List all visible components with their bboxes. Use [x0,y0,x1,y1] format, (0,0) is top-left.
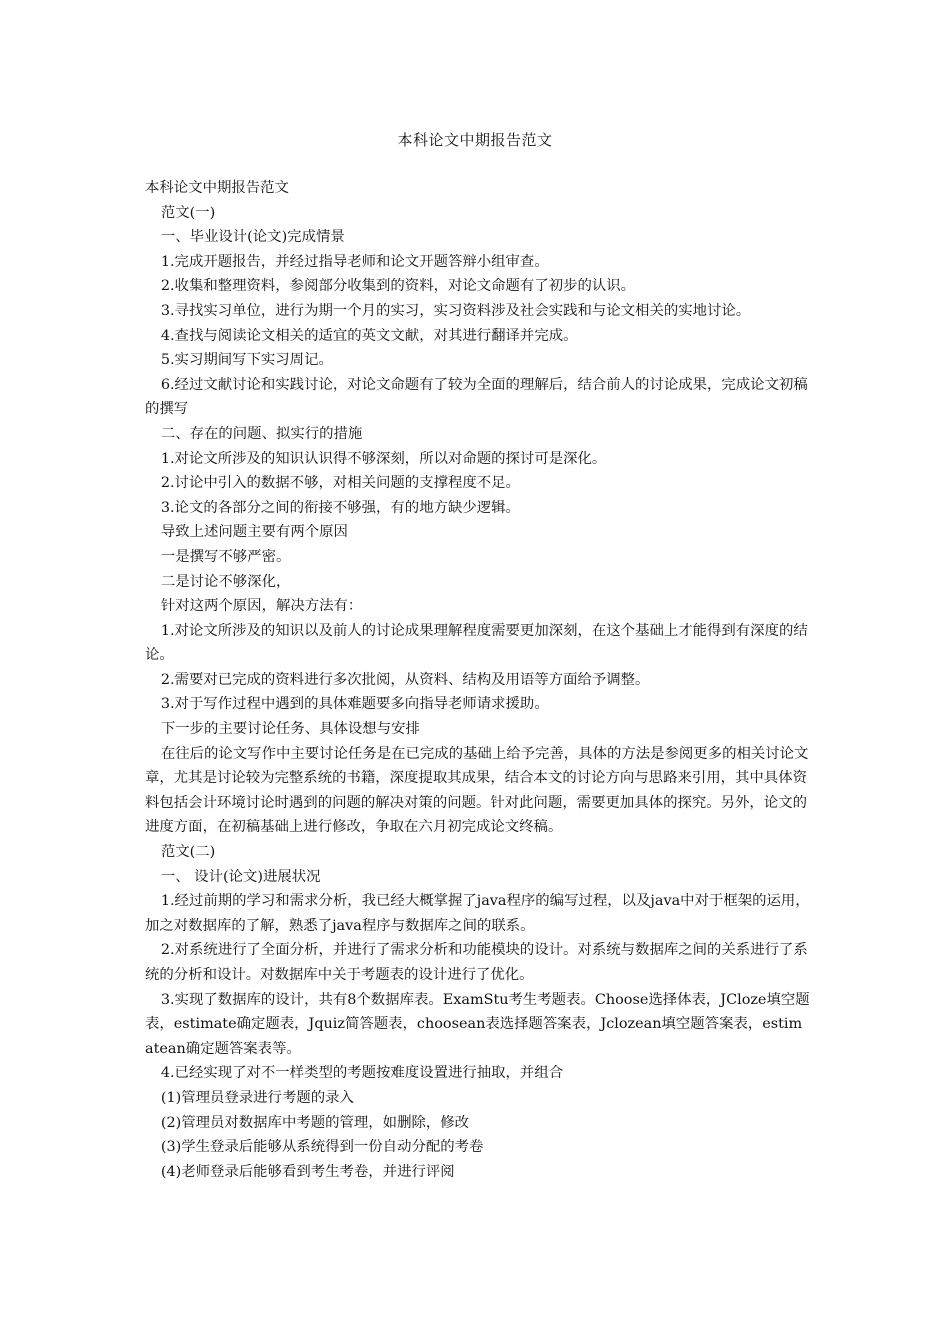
paragraph: 1.经过前期的学习和需求分析，我已经大概掌握了java程序的编写过程，以及java中对于框架的运用，加之对数据库的了解，熟悉了java程序与数据库之间的联系。 [145,893,810,934]
paragraph: 在往后的论文写作中主要讨论任务是在已完成的基础上给予完善，具体的方法是参阅更多的相关讨论文章，尤其是讨论较为完整系统的书籍，深度提取其成果，结合本文的讨论方向与思路来引用，其中具体资料包括会计环境讨论时遇到的问题的解决对策的问题。针对此问题，需要更加具体的探究。另外，论文的进度方面，在初稿基础上进行修改，争取在六月初完成论文终稿。 [145,745,809,836]
paragraph: 4.查找与阅读论文相关的适宜的英文文献，对其进行翻译并完成。 [160,327,578,344]
document-title: 本科论文中期报告范文 [397,131,553,149]
paragraph: 2.讨论中引入的数据不够，对相关问题的支撑程度不足。 [160,475,520,492]
paragraph: 3.论文的各部分之间的衔接不够强，有的地方缺少逻辑。 [160,499,520,516]
paragraph: 2.需要对已完成的资料进行多次批阅，从资料、结构及用语等方面给予调整。 [160,671,650,688]
paragraph: 一是撰写不够严密。 [160,548,291,565]
paragraph: 6.经过文献讨论和实践讨论，对论文命题有了较为全面的理解后，结合前人的讨论成果，完成论文初稿的撰写 [145,376,808,418]
paragraph: 2.收集和整理资料，参阅部分收集到的资料，对论文命题有了初步的认识。 [160,278,636,295]
paragraph: (1)管理员登录进行考题的录入 [160,1089,354,1106]
paragraph: 3.实现了数据库的设计，共有8个数据库表。ExamStu考生考题表。Choose选择体表，JCloze填空题表，estimate确定题表，Jquiz简答题表，choosean表选择题答案表，Jclozean填空题答案表，estimatean确定题答案表等。 [145,991,810,1057]
paragraph: 3.对于写作过程中遇到的具体难题要多向指导老师请求援助。 [160,696,549,713]
paragraph: 3.寻找实习单位，进行为期一个月的实习，实习资料涉及社会实践和与论文相关的实地讨论。 [160,302,751,319]
paragraph: 二是讨论不够深化， [160,573,291,590]
paragraph: 2.对系统进行了全面分析，并进行了需求分析和功能模块的设计。对系统与数据库之间的关系进行了系统的分析和设计。对数据库中关于考题表的设计进行了优化。 [145,942,808,983]
document-body [145,176,810,1184]
paragraph: 1.对论文所涉及的知识认识得不够深刻，所以对命题的探讨可是深化。 [160,450,607,467]
paragraph: 4.已经实现了对不一样类型的考题按难度设置进行抽取，并组合 [160,1065,564,1082]
paragraph: 二、存在的问题、拟实行的措施 [160,425,363,442]
paragraph: 1.对论文所涉及的知识以及前人的讨论成果理解程度需要更加深刻，在这个基础上才能得到有深度的结论。 [145,622,808,664]
paragraph: 一、 设计(论文)进展状况 [160,868,321,885]
paragraph: 1.完成开题报告，并经过指导老师和论文开题答辩小组审查。 [160,253,549,270]
paragraph: (3)学生登录后能够从系统得到一份自动分配的考卷 [160,1139,484,1156]
paragraph: 范文(一) [160,204,216,221]
paragraph: (4)老师登录后能够看到考生考卷，并进行评阅 [160,1163,455,1180]
paragraph: 针对这两个原因，解决方法有： [160,598,363,615]
paragraph: 本科论文中期报告范文 [145,180,289,196]
paragraph: 一、毕业设计(论文)完成情景 [160,229,345,246]
paragraph: 范文(二) [160,844,216,861]
paragraph: 5.实习期间写下实习周记。 [160,352,333,369]
paragraph: 导致上述问题主要有两个原因 [160,524,348,541]
paragraph: 下一步的主要讨论任务、具体设想与安排 [160,721,420,738]
paragraph: (2)管理员对数据库中考题的管理，如删除，修改 [160,1114,470,1131]
